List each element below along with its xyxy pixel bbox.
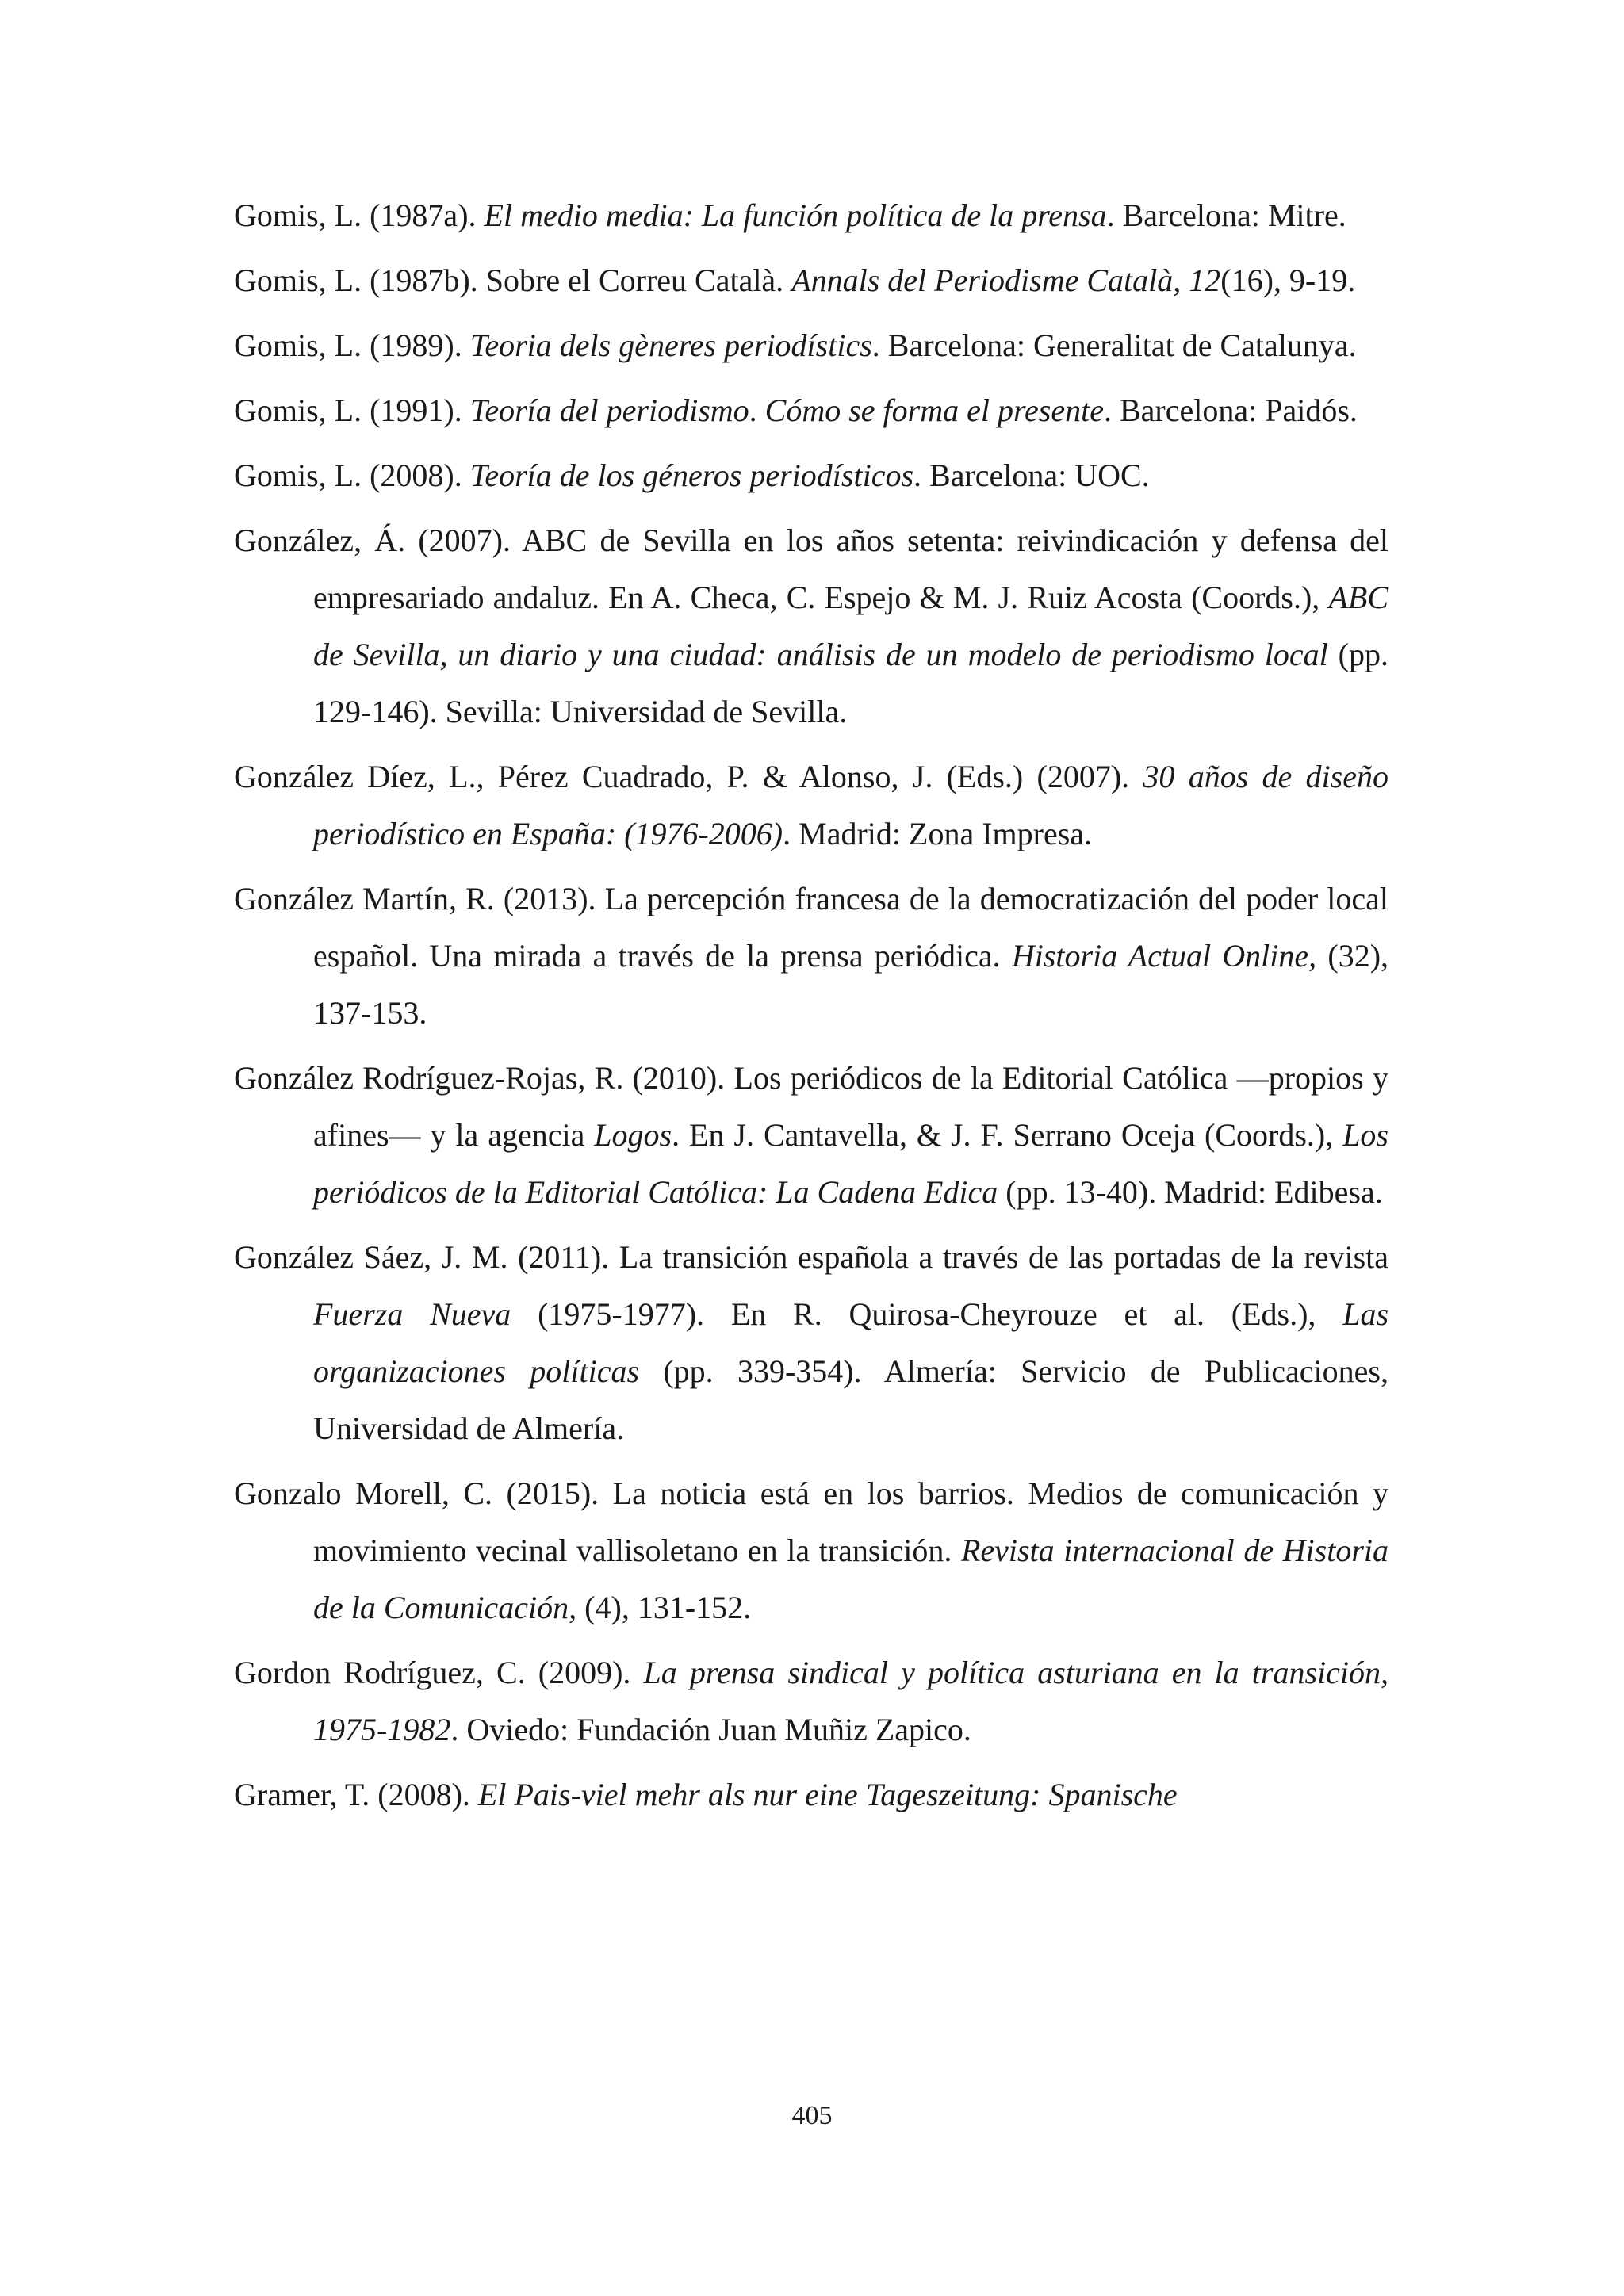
reference-text: Gomis, L. (1987a). [234,197,485,233]
reference-text: . Madrid: Zona Impresa. [783,816,1093,851]
reference-entry [234,512,1388,740]
reference-text: (4), 131-152. [576,1590,752,1625]
reference-entry [234,1229,1388,1457]
reference-entry [234,382,1388,439]
reference-text: . Barcelona: UOC. [914,457,1150,493]
reference-title-italic: Logos [594,1117,672,1153]
reference-text: González Martín, R. (2013). La percepción francesa de la democratización del poder local español. Una mirada a través de la prensa periódica. [234,881,1388,974]
reference-text: (32), 137-153. [313,938,1389,1031]
reference-entry [234,1644,1388,1758]
reference-text: (pp. 129-146). Sevilla: Universidad de Sevilla. [313,637,1388,729]
reference-text: . Barcelona: Mitre. [1106,197,1346,233]
reference-text: . En J. Cantavella, & J. F. Serrano Oceja (Coords.), [672,1117,1343,1153]
reference-text: Gomis, L. (1991). [234,392,470,428]
reference-text: . Oviedo: Fundación Juan Muñiz Zapico. [450,1712,971,1747]
page-number: 405 [791,2101,833,2130]
reference-title-italic: Teoría de los géneros periodísticos [469,457,914,493]
reference-text: González Sáez, J. M. (2011). La transición española a través de las portadas de la revista [234,1239,1388,1275]
reference-title-italic: Teoría del periodismo [469,392,749,428]
reference-text: (pp. 339-354). Almería: Servicio de Publicaciones, Universidad de Almería. [313,1353,1388,1446]
reference-entry [234,1766,1388,1823]
reference-title-italic: El medio media: La función política de la prensa [484,197,1107,233]
reference-text: Gomis, L. (2008). [234,457,470,493]
reference-text: . Barcelona: Generalitat de Catalunya. [871,327,1357,363]
bibliography-list [234,187,1388,1831]
reference-title-italic: ABC de Sevilla, un diario y una ciudad: análisis de un modelo de periodismo local [313,580,1388,672]
reference-entry [234,871,1388,1042]
reference-text: (16), 9-19. [1220,262,1356,298]
reference-title-italic: Los periódicos de la Editorial Católica: La Cadena Edica [313,1117,1388,1210]
reference-title-italic: Cómo se forma el presente [764,392,1104,428]
reference-text: González, Á. (2007). ABC de Sevilla en los años setenta: reivindicación y defensa del empresariado andaluz. En A. Checa, C. Espejo & M. J. Ruiz Acosta (Coords.), [234,522,1388,615]
reference-entry [234,1050,1388,1221]
reference-entry [234,187,1388,244]
reference-entry [234,1465,1388,1636]
reference-text: . Barcelona: Paidós. [1103,392,1358,428]
reference-text: Gomis, L. (1989). [234,327,470,363]
reference-title-italic: 30 años de diseño periodístico en España: (1976-2006) [313,759,1388,851]
reference-text: Gordon Rodríguez, C. (2009). [234,1655,644,1690]
reference-text: Gramer, T. (2008). [234,1777,478,1812]
reference-title-italic: La prensa sindical y política asturiana en la transición, 1975-1982 [313,1655,1388,1747]
reference-text: . [749,392,765,428]
reference-title-italic: Annals del Periodisme Català, 12 [791,262,1221,298]
reference-text: Gonzalo Morell, C. (2015). La noticia está en los barrios. Medios de comunicación y movimiento vecinal vallisoletano en la transición. [234,1475,1388,1568]
reference-title-italic: Las organizaciones políticas [313,1296,1389,1389]
reference-text: González Rodríguez-Rojas, R. (2010). Los periódicos de la Editorial Católica —propios y afines— y la agencia [234,1060,1388,1153]
reference-entry [234,317,1388,374]
reference-entry [234,252,1388,309]
reference-title-italic: El Pais-viel mehr als nur eine Tageszeitung: Spanische [477,1777,1178,1812]
reference-text: González Díez, L., Pérez Cuadrado, P. & Alonso, J. (Eds.) (2007). [234,759,1143,794]
reference-entry [234,748,1388,863]
reference-entry [234,447,1388,504]
reference-title-italic: Revista internacional de Historia de la Comunicación, [313,1533,1388,1625]
reference-text: (1975-1977). En R. Quirosa-Cheyrouze et al. (Eds.), [511,1296,1343,1332]
reference-text: Gomis, L. (1987b). Sobre el Correu Català. [234,262,792,298]
reference-text: (pp. 13-40). Madrid: Edibesa. [998,1174,1383,1210]
reference-title-italic: Teoria dels gèneres periodístics [469,327,872,363]
reference-title-italic: Historia Actual Online, [1011,938,1317,974]
reference-title-italic: Fuerza Nueva [313,1296,511,1332]
